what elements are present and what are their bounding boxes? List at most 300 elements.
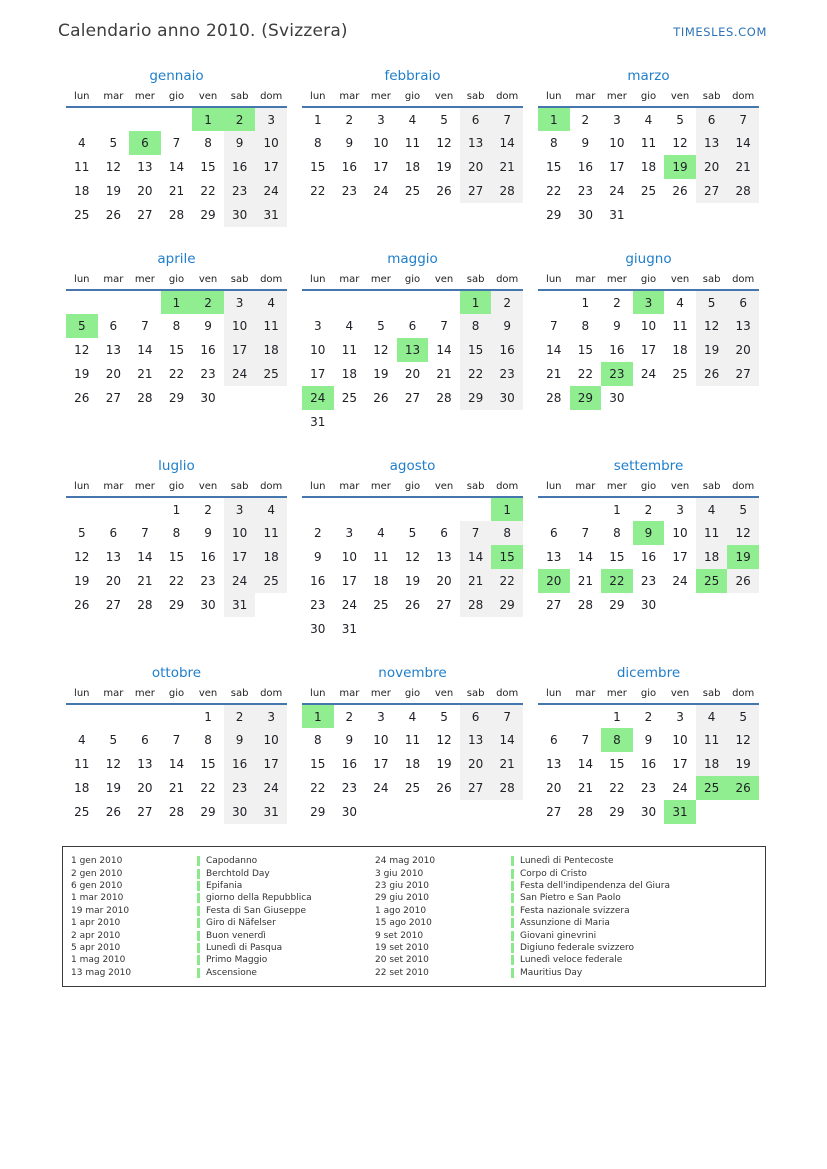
day-cell: 10: [341, 550, 357, 564]
day-cell: 5: [109, 136, 118, 150]
day-cell: 6: [696, 107, 728, 131]
holiday-marker-icon: [511, 918, 514, 928]
weekday-header: mar: [98, 481, 130, 497]
day-cell: 24: [672, 574, 688, 588]
day-cell: 30: [640, 598, 657, 612]
empty-cell: [727, 800, 759, 824]
day-cell: 7: [141, 526, 149, 540]
weekday-header: lun: [538, 688, 570, 704]
day-cell: 13: [137, 160, 153, 174]
day-cell: 11: [640, 136, 657, 150]
day-cell: 30: [200, 598, 216, 612]
day-cell: 18: [696, 545, 728, 569]
day-cell: 20: [105, 574, 121, 588]
day-cell: 7: [440, 319, 448, 333]
empty-cell: [365, 290, 397, 314]
day-cell: 20: [546, 781, 562, 795]
holiday-marker-icon: [511, 881, 514, 891]
weekday-header: sab: [696, 274, 728, 290]
month-grid: [66, 688, 287, 824]
day-cell: 31: [310, 415, 326, 429]
day-cell: 8: [204, 733, 212, 747]
month-title: aprile: [157, 251, 196, 267]
day-cell: 12: [436, 136, 452, 150]
weekday-header: mer: [129, 274, 161, 290]
day-cell: 6: [460, 107, 492, 131]
day-cell: 1: [302, 704, 334, 728]
day-cell: 21: [436, 367, 452, 381]
day-cell: 28: [491, 179, 523, 203]
day-cell: 13: [137, 757, 153, 771]
day-cell: 9: [491, 314, 523, 338]
day-cell: 1: [613, 709, 621, 724]
day-cell: 25: [404, 184, 421, 198]
weekday-header: gio: [397, 274, 429, 290]
empty-cell: [491, 617, 523, 641]
day-cell: 19: [105, 184, 121, 198]
day-cell: 18: [74, 184, 90, 198]
weekday-header: ven: [428, 688, 460, 704]
day-cell: 24: [672, 781, 688, 795]
empty-cell: [696, 800, 728, 824]
empty-cell: [727, 203, 759, 227]
weekday-header: dom: [727, 688, 759, 704]
day-cell: 13: [436, 550, 452, 564]
day-cell: 21: [546, 367, 562, 381]
day-cell: 24: [341, 598, 357, 612]
day-cell: 30: [491, 386, 523, 410]
day-cell: 16: [224, 752, 256, 776]
day-cell: 1: [538, 107, 570, 131]
empty-cell: [428, 410, 460, 434]
day-cell: 29: [310, 805, 326, 819]
weekday-header: sab: [460, 274, 492, 290]
day-cell: 17: [672, 550, 688, 564]
day-cell: 28: [491, 776, 523, 800]
day-cell: 23: [640, 781, 657, 795]
weekday-header: sab: [696, 91, 728, 107]
day-cell: 23: [224, 179, 256, 203]
day-cell: 19: [373, 367, 389, 381]
day-cell: 4: [644, 112, 653, 127]
day-cell: 5: [109, 733, 118, 747]
weekday-header: mar: [334, 274, 366, 290]
day-cell: 22: [168, 367, 185, 381]
weekday-header: sab: [224, 688, 256, 704]
weekday-header: dom: [491, 481, 523, 497]
day-cell: 20: [404, 367, 421, 381]
day-cell: 9: [313, 550, 322, 564]
weekday-header: dom: [727, 481, 759, 497]
legend-date: 1 ago 2010: [375, 905, 427, 916]
legend-holiday-name: Ascensione: [197, 968, 375, 978]
day-cell: 16: [640, 757, 657, 771]
holiday-marker-icon: [511, 968, 514, 978]
day-cell: 1: [313, 112, 322, 127]
legend-holiday-name: Mauritius Day: [511, 968, 765, 978]
day-cell: 26: [105, 208, 121, 222]
weekday-header: mer: [365, 91, 397, 107]
holiday-marker-icon: [511, 869, 514, 879]
empty-cell: [397, 617, 429, 641]
day-cell: 25: [341, 391, 357, 405]
weekday-header: ven: [428, 91, 460, 107]
day-cell: 8: [491, 521, 523, 545]
day-cell: 29: [460, 386, 492, 410]
day-cell: 18: [255, 545, 287, 569]
weekday-header: mar: [570, 481, 602, 497]
holiday-marker-icon: [197, 906, 200, 916]
day-cell: 22: [460, 362, 492, 386]
month-title: ottobre: [151, 665, 202, 681]
day-cell: 2: [313, 526, 322, 540]
empty-cell: [538, 704, 570, 728]
day-cell: 10: [224, 314, 256, 338]
empty-cell: [224, 386, 256, 410]
day-cell: 2: [581, 112, 590, 127]
day-cell: 19: [105, 781, 121, 795]
day-cell: 31: [609, 208, 625, 222]
month-title: dicembre: [616, 665, 681, 681]
day-cell: 16: [577, 160, 593, 174]
month-dicembre: [538, 665, 759, 824]
day-cell: 22: [200, 781, 216, 795]
day-cell: 5: [77, 526, 86, 540]
empty-cell: [302, 290, 334, 314]
day-cell: 25: [640, 184, 657, 198]
day-cell: 12: [727, 521, 759, 545]
weekday-header: lun: [538, 481, 570, 497]
day-cell: 19: [74, 367, 90, 381]
day-cell: 6: [129, 131, 161, 155]
weekday-header: lun: [538, 91, 570, 107]
day-cell: 2: [204, 502, 212, 517]
day-cell: 13: [546, 550, 562, 564]
day-cell: 21: [491, 752, 523, 776]
month-title: novembre: [378, 665, 447, 681]
empty-cell: [460, 617, 492, 641]
day-cell: 21: [168, 781, 185, 795]
weekday-header: mar: [334, 688, 366, 704]
day-cell: 14: [436, 343, 452, 357]
day-cell: 5: [66, 314, 98, 338]
weekday-header: lun: [66, 688, 98, 704]
day-cell: 24: [302, 386, 334, 410]
weekday-header: gio: [161, 688, 193, 704]
day-cell: 24: [255, 776, 287, 800]
month-title: marzo: [627, 68, 670, 84]
day-cell: 23: [601, 362, 633, 386]
empty-cell: [161, 704, 193, 728]
day-cell: 15: [609, 757, 625, 771]
day-cell: 10: [255, 131, 287, 155]
weekday-header: mar: [570, 91, 602, 107]
day-cell: 29: [200, 805, 216, 819]
holiday-marker-icon: [197, 856, 200, 866]
day-cell: 26: [696, 362, 728, 386]
month-title: agosto: [389, 458, 436, 474]
day-cell: 16: [200, 343, 216, 357]
day-cell: 28: [137, 598, 153, 612]
day-cell: 24: [224, 569, 256, 593]
empty-cell: [397, 290, 429, 314]
day-cell: 9: [224, 728, 256, 752]
day-cell: 5: [377, 319, 385, 333]
day-cell: 2: [613, 295, 621, 310]
day-cell: 19: [74, 574, 90, 588]
day-cell: 4: [345, 319, 354, 333]
day-cell: 5: [440, 112, 448, 127]
day-cell: 27: [137, 208, 153, 222]
holiday-marker-icon: [511, 906, 514, 916]
weekday-header: lun: [66, 481, 98, 497]
day-cell: 18: [640, 160, 657, 174]
legend-holiday-name: Giovani ginevrini: [511, 931, 765, 941]
day-cell: 31: [255, 203, 287, 227]
day-cell: 19: [696, 338, 728, 362]
day-cell: 7: [460, 521, 492, 545]
day-cell: 7: [549, 319, 558, 333]
day-cell: 30: [609, 391, 625, 405]
day-cell: 7: [727, 107, 759, 131]
empty-cell: [491, 410, 523, 434]
empty-cell: [98, 704, 130, 728]
day-cell: 3: [255, 704, 287, 728]
day-cell: 28: [577, 598, 593, 612]
day-cell: 16: [200, 550, 216, 564]
legend-row: [63, 942, 765, 954]
legend-holiday-name: Lunedì di Pasqua: [197, 943, 375, 953]
day-cell: 2: [345, 709, 354, 724]
weekday-header: mar: [334, 91, 366, 107]
day-cell: 22: [168, 574, 185, 588]
day-cell: 4: [377, 526, 385, 540]
day-cell: 10: [373, 136, 389, 150]
holiday-marker-icon: [197, 918, 200, 928]
empty-cell: [129, 497, 161, 521]
empty-cell: [460, 800, 492, 824]
day-cell: 16: [310, 574, 326, 588]
weekday-header: sab: [696, 688, 728, 704]
day-cell: 6: [109, 526, 118, 540]
day-cell: 7: [141, 319, 149, 333]
month-grid: [302, 91, 523, 203]
day-cell: 29: [200, 208, 216, 222]
day-cell: 1: [460, 290, 492, 314]
day-cell: 21: [137, 574, 153, 588]
day-cell: 27: [727, 362, 759, 386]
day-cell: 30: [224, 203, 256, 227]
legend-date: 23 giu 2010: [375, 880, 429, 891]
day-cell: 8: [204, 136, 212, 150]
empty-cell: [633, 203, 665, 227]
day-cell: 23: [310, 598, 326, 612]
day-cell: 2: [192, 290, 224, 314]
legend-holiday-name: Epifania: [197, 881, 375, 891]
day-cell: 28: [577, 805, 593, 819]
weekday-header: mer: [601, 481, 633, 497]
day-cell: 17: [255, 155, 287, 179]
day-cell: 23: [491, 362, 523, 386]
day-cell: 24: [609, 184, 625, 198]
empty-cell: [397, 410, 429, 434]
month-grid: [66, 481, 287, 617]
legend-row: [63, 905, 765, 917]
day-cell: 30: [640, 805, 657, 819]
day-cell: 3: [224, 497, 256, 521]
day-cell: 17: [373, 757, 389, 771]
month-febbraio: [302, 68, 523, 203]
holiday-marker-icon: [511, 893, 514, 903]
day-cell: 17: [224, 338, 256, 362]
day-cell: 1: [192, 107, 224, 131]
weekday-header: dom: [491, 274, 523, 290]
weekday-header: mer: [129, 91, 161, 107]
day-cell: 9: [633, 521, 665, 545]
day-cell: 17: [672, 757, 688, 771]
empty-cell: [334, 410, 366, 434]
weekday-header: dom: [727, 91, 759, 107]
day-cell: 26: [436, 184, 452, 198]
empty-cell: [66, 290, 98, 314]
page-title: Calendario anno 2010. (Svizzera): [58, 21, 348, 41]
day-cell: 20: [137, 184, 153, 198]
day-cell: 25: [696, 569, 728, 593]
day-cell: 28: [727, 179, 759, 203]
day-cell: 8: [460, 314, 492, 338]
holiday-marker-icon: [511, 931, 514, 941]
day-cell: 3: [613, 112, 621, 127]
day-cell: 24: [224, 362, 256, 386]
legend-date: 13 mag 2010: [71, 967, 132, 978]
month-novembre: [302, 665, 523, 824]
day-cell: 14: [137, 343, 153, 357]
day-cell: 14: [137, 550, 153, 564]
weekday-header: ven: [664, 91, 696, 107]
day-cell: 5: [696, 290, 728, 314]
day-cell: 28: [137, 391, 153, 405]
day-cell: 19: [727, 752, 759, 776]
legend-holiday-name: Festa nazionale svizzera: [511, 906, 765, 916]
day-cell: 15: [310, 757, 326, 771]
empty-cell: [428, 290, 460, 314]
day-cell: 6: [460, 704, 492, 728]
weekday-header: gio: [397, 91, 429, 107]
day-cell: 23: [200, 367, 216, 381]
empty-cell: [696, 203, 728, 227]
empty-cell: [696, 386, 728, 410]
day-cell: 26: [436, 781, 452, 795]
day-cell: 24: [373, 781, 389, 795]
day-cell: 18: [255, 338, 287, 362]
day-cell: 16: [341, 160, 357, 174]
month-maggio: [302, 251, 523, 434]
day-cell: 22: [601, 569, 633, 593]
day-cell: 2: [224, 107, 256, 131]
day-cell: 1: [204, 709, 212, 724]
day-cell: 1: [581, 295, 590, 310]
day-cell: 29: [570, 386, 602, 410]
day-cell: 22: [546, 184, 562, 198]
day-cell: 11: [74, 757, 90, 771]
day-cell: 26: [727, 776, 759, 800]
empty-cell: [334, 290, 366, 314]
day-cell: 29: [609, 598, 625, 612]
weekday-header: lun: [66, 91, 98, 107]
day-cell: 23: [577, 184, 593, 198]
day-cell: 11: [255, 521, 287, 545]
day-cell: 17: [255, 752, 287, 776]
weekday-header: mer: [365, 481, 397, 497]
day-cell: 29: [491, 593, 523, 617]
empty-cell: [428, 800, 460, 824]
weekday-header: dom: [255, 688, 287, 704]
month-title: maggio: [387, 251, 438, 267]
day-cell: 17: [609, 160, 625, 174]
day-cell: 12: [74, 343, 90, 357]
legend-holiday-name: Lunedì di Pentecoste: [511, 856, 765, 866]
empty-cell: [491, 800, 523, 824]
weekday-header: sab: [460, 688, 492, 704]
day-cell: 16: [224, 155, 256, 179]
brand-link[interactable]: TIMESLES.COM: [673, 25, 767, 39]
legend-date: 6 gen 2010: [71, 880, 123, 891]
weekday-header: sab: [460, 481, 492, 497]
holiday-marker-icon: [511, 955, 514, 965]
empty-cell: [129, 704, 161, 728]
day-cell: 8: [549, 136, 558, 150]
day-cell: 5: [727, 704, 759, 728]
month-marzo: [538, 68, 759, 227]
weekday-header: lun: [302, 274, 334, 290]
day-cell: 8: [581, 319, 590, 333]
weekday-header: gio: [397, 481, 429, 497]
day-cell: 2: [644, 709, 653, 724]
weekday-header: sab: [224, 481, 256, 497]
day-cell: 20: [105, 367, 121, 381]
legend-row: [63, 880, 765, 892]
day-cell: 15: [200, 160, 216, 174]
day-cell: 30: [341, 805, 357, 819]
weekday-header: ven: [192, 688, 224, 704]
day-cell: 9: [581, 136, 590, 150]
day-cell: 10: [640, 319, 657, 333]
empty-cell: [66, 107, 98, 131]
day-cell: 22: [491, 569, 523, 593]
holiday-marker-icon: [197, 943, 200, 953]
day-cell: 3: [345, 526, 354, 540]
month-giugno: [538, 251, 759, 410]
month-grid: [302, 481, 523, 641]
legend-date: 19 set 2010: [375, 942, 429, 953]
day-cell: 27: [436, 598, 452, 612]
empty-cell: [98, 107, 130, 131]
day-cell: 12: [727, 728, 759, 752]
weekday-header: mar: [98, 274, 130, 290]
month-luglio: [66, 458, 287, 617]
day-cell: 12: [373, 343, 389, 357]
weekday-header: mer: [365, 688, 397, 704]
day-cell: 20: [727, 338, 759, 362]
holiday-marker-icon: [197, 893, 200, 903]
day-cell: 7: [491, 107, 523, 131]
empty-cell: [696, 593, 728, 617]
day-cell: 18: [404, 757, 421, 771]
holiday-marker-icon: [511, 856, 514, 866]
weekday-header: ven: [428, 274, 460, 290]
day-cell: 11: [373, 550, 389, 564]
empty-cell: [98, 290, 130, 314]
